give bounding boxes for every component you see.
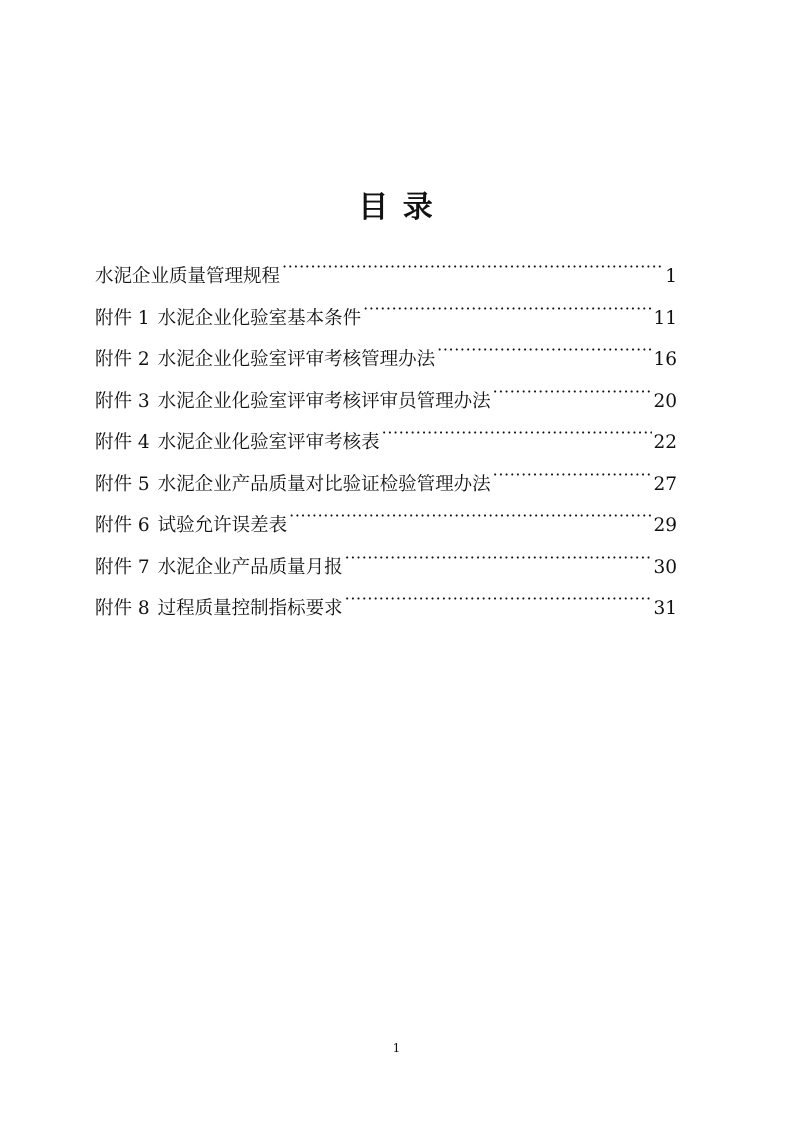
toc-entry-text: 过程质量控制指标要求 [157, 598, 343, 619]
toc-entry-page: 29 [653, 515, 677, 536]
toc-dot-leader [282, 252, 664, 282]
toc-dot-leader [437, 335, 652, 365]
toc-entry-prefix: 附件 7 [95, 556, 150, 578]
toc-entry-page: 20 [653, 390, 677, 412]
toc-entry-text: 水泥企业化验室评审考核管理办法 [157, 349, 436, 370]
toc-entry-text: 水泥企业化验室评审考核评审员管理办法 [157, 390, 491, 412]
toc-entry-prefix: 附件 2 [95, 349, 150, 370]
toc-entry-prefix: 附件 1 [95, 307, 150, 329]
toc-entry-text: 水泥企业质量管理规程 [95, 266, 281, 287]
toc-entry[interactable] [95, 543, 677, 585]
toc-entry-text: 水泥企业化验室评审考核表 [157, 432, 380, 453]
page-number: 1 [392, 1041, 401, 1055]
toc-entry[interactable] [95, 252, 677, 294]
toc-entry-page: 11 [653, 307, 677, 329]
toc-entry-text: 水泥企业化验室基本条件 [157, 307, 362, 329]
toc-entry-text: 水泥企业产品质量对比验证检验管理办法 [157, 473, 491, 495]
toc-entry-text: 试验允许误差表 [157, 515, 288, 536]
toc-entry-prefix: 附件 4 [95, 432, 150, 453]
toc-entry[interactable] [95, 377, 677, 419]
toc-entry-page: 31 [653, 598, 677, 619]
toc-entry[interactable] [95, 584, 677, 626]
toc-entry-page: 16 [653, 349, 677, 370]
toc-list [95, 252, 677, 626]
toc-dot-leader [363, 294, 652, 324]
toc-dot-leader [289, 501, 652, 531]
toc-dot-leader [345, 543, 653, 573]
toc-entry-page: 22 [653, 432, 677, 453]
toc-entry[interactable] [95, 335, 677, 377]
toc-entry-prefix: 附件 8 [95, 598, 150, 619]
toc-dot-leader [382, 418, 653, 448]
toc-entry-prefix: 附件 3 [95, 390, 150, 412]
toc-entry[interactable] [95, 418, 677, 460]
toc-entry[interactable] [95, 501, 677, 543]
toc-entry-text: 水泥企业产品质量月报 [157, 556, 343, 578]
toc-entry-page: 1 [665, 266, 677, 287]
toc-entry[interactable] [95, 294, 677, 336]
toc-title: 目 录 [358, 190, 435, 225]
toc-entry-prefix: 附件 6 [95, 515, 150, 536]
toc-dot-leader [345, 584, 653, 614]
toc-entry-page: 30 [653, 556, 677, 578]
toc-dot-leader [493, 460, 653, 490]
toc-entry[interactable] [95, 460, 677, 502]
toc-entry-prefix: 附件 5 [95, 473, 150, 495]
toc-dot-leader [493, 377, 653, 407]
toc-entry-page: 27 [653, 473, 677, 495]
